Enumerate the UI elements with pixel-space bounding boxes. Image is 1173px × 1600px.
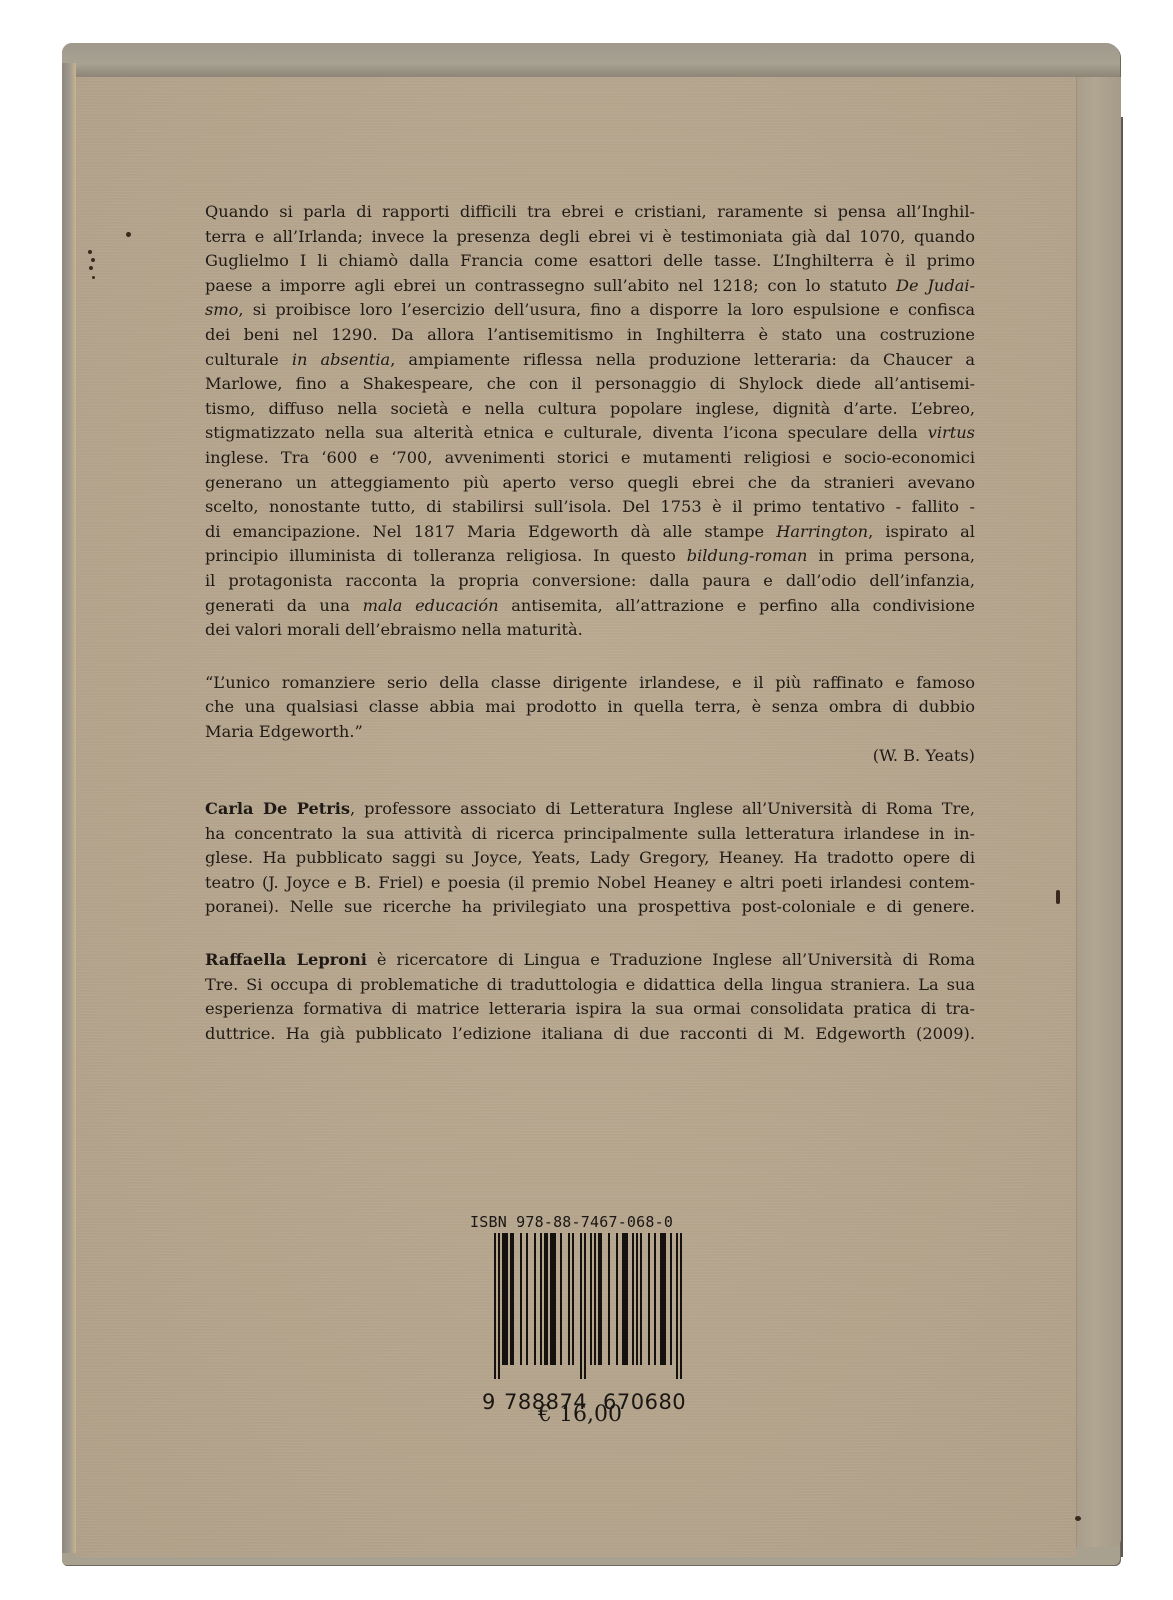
price-label: € 16,00	[538, 1402, 622, 1427]
back-cover-text	[205, 200, 975, 1046]
stain-spot	[1075, 1516, 1081, 1521]
author-name: Raffaella Leproni	[205, 950, 367, 970]
author-bio-leproni: Raffaella Leproni è ricercatore di Lingua e Traduzione Inglese all’Università di Roma Tre. Si occupa di problematiche di traduttologia e didattica della lingua straniera. La sua esperienza formativa di matrice letteraria ispira la sua ormai consolidata pratica di tra- duttrice. Ha già pubblicato l’edizione italiana di due racconti di M. Edgeworth (2009).	[205, 950, 975, 1043]
book-top-edge	[62, 43, 1120, 77]
stain-spot	[91, 258, 95, 262]
stain-spot	[126, 232, 131, 237]
book-spine	[1076, 77, 1121, 1547]
stain-spot	[92, 276, 95, 279]
stain-spot	[88, 250, 92, 254]
quote-attribution: (W. B. Yeats)	[872, 746, 975, 766]
stain-spot	[89, 266, 93, 270]
barcode-icon	[494, 1233, 686, 1375]
author-bio-de-petris: Carla De Petris, professore associato di Letteratura Inglese all’Università di Roma Tre, ha concentrato la sua attività di ricerca principalmente sulla letteratura irlandese in in- glese. Ha pubblicato saggi su Joyce, Yeats, Lady Gregory, Heaney. Ha tradotto opere di teatro (J. Joyce e B. Friel) e poesia (il premio Nobel Heaney e altri poeti irlandesi contem- poranei). Nelle sue ricerche ha privilegiato una prospettiva post-coloniale e di genere.	[205, 799, 976, 917]
author-name: Carla De Petris	[205, 799, 351, 819]
yeats-quote: “L’unico romanziere serio della classe dirigente irlandese, e il più raffinato e famoso che una qualsiasi classe abbia mai prodotto in quella terra, è senza ombra di dubbio Maria Edgeworth.” (W. B. Yeats)	[205, 671, 975, 769]
blurb-paragraph: Quando si parla di rapporti difficili tra ebrei e cristiani, raramente si pensa all’Inghil- terra e all’Irlanda; invece la presenza degli ebrei vi è testimoniata già dal 1070, quando Guglielmo I li chiamò dalla Francia come esattori delle tasse. L’Inghilterra è il primo paese a imporre agli ebrei un contrassegno sull’abito nel 1218; con lo statuto De Judai- smo, si proibisce loro l’esercizio dell’usura, fino a disporre la loro espulsione e confisca dei beni nel 1290. Da allora l’antisemitismo in Inghilterra è stato una costruzione culturale in absentia, ampiamente riflessa nella produzione letteraria: da Chaucer a Marlowe, fino a Shakespeare, che con il personaggio di Shylock diede all’antisemi- tismo, diffuso nella società e nella cultura popolare inglese, dignità d’arte. L’ebreo, stigmatizzato nella sua alterità etnica e culturale, diventa l’icona speculare della virtus inglese. Tra ‘600 e ‘700, avvenimenti storici e mutamenti religiosi e socio-economici generano un atteggiamento più aperto verso quegli ebrei che da stranieri avevano scelto, nonostante tutto, di stabilirsi sull’isola. Del 1753 è il primo tentativo - fallito - di emancipazione. Nel 1817 Maria Edgeworth dà alle stampe Harrington, ispirato al principio illuminista di tolleranza religiosa. In questo bildung-roman in prima persona, il protagonista racconta la propria conversione: dalla paura e dall’odio dell’infanzia, generati da una mala educación antisemita, all’attrazione e perfino alla condivisione dei valori morali dell’ebraismo nella maturità.	[205, 202, 976, 640]
stain-spot	[1056, 890, 1060, 904]
isbn-barcode	[470, 1213, 705, 1375]
book-left-edge	[62, 63, 76, 1553]
isbn-label: ISBN 978-88-7467-068-0	[470, 1213, 674, 1231]
